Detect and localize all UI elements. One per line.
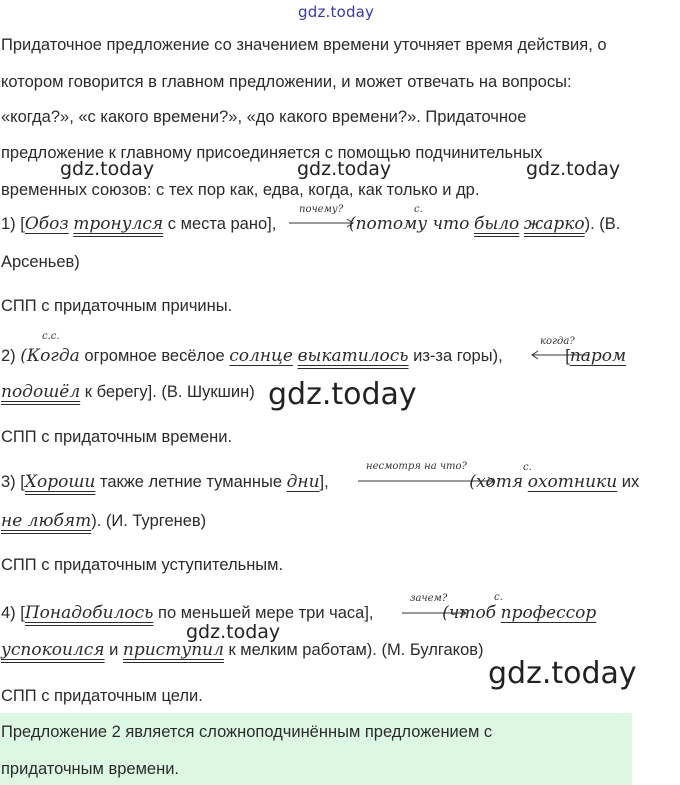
conjunction: хотя [475, 472, 524, 492]
watermark: gdz.today [488, 656, 637, 691]
watermark: gdz.today [298, 3, 375, 21]
subject: дни [286, 472, 320, 492]
watermark: gdz.today [186, 621, 281, 643]
sentence-1-label: СПП с придаточным причины. [1, 297, 233, 315]
predicate: не любят [1, 511, 92, 531]
sentence-3-label: СПП с придаточным уступительным. [1, 556, 284, 574]
predicate: Понадобилось [24, 603, 154, 623]
predicate: тронулся [73, 214, 164, 234]
predicate: жарко [523, 214, 585, 234]
intro-line: временных союзов: с тех пор как, едва, когда, как только и др. [1, 181, 480, 199]
conj-mark: с.с. [42, 331, 60, 342]
predicate: Хороши [24, 472, 96, 492]
intro-line: «когда?», «с какого времени?», «до какого времени?». Придаточное [1, 108, 527, 126]
predicate: было [474, 214, 520, 234]
subject: паром [569, 346, 627, 366]
watermark: gdz.today [60, 158, 155, 180]
arrow-question: почему? [299, 204, 344, 215]
sentence-4-label: СПП с придаточным цели. [1, 687, 203, 705]
subject: профессор [500, 603, 597, 623]
arrow-question: когда? [540, 336, 575, 347]
subject: охотники [527, 472, 618, 492]
subject: солнце [229, 346, 293, 366]
predicate: подошёл [1, 382, 81, 402]
predicate: успокоился [1, 640, 105, 660]
conjunction: Когда [26, 346, 80, 366]
sentence-1: 1) [Обоз тронулся с места рано], (потому что было жарко). (В. [1, 214, 621, 234]
conjunction: чтоб [448, 603, 497, 623]
watermark: gdz.today [268, 377, 417, 412]
conj-mark: с. [494, 592, 503, 603]
conj-mark: с. [414, 204, 423, 215]
sentence-2-line2: подошёл к берегу]. (В. Шукшин) [1, 382, 255, 402]
sentence-4-line2: успокоился и приступил к мелким работам). (М. Булгаков) [1, 640, 484, 660]
sentence-3: 3) [Хороши также летние туманные дни], (хотя охотники их [1, 472, 640, 492]
watermark: gdz.today [526, 158, 621, 180]
answer-line: Предложение 2 является сложноподчинённым предложением с [1, 723, 493, 741]
arrow-question: несмотря на что? [366, 461, 467, 472]
answer-box [0, 713, 632, 785]
predicate: приступил [122, 640, 224, 660]
sentence-2-label: СПП с придаточным времени. [1, 428, 233, 446]
intro-line: предложение к главному присоединяется с помощью подчинительных [1, 144, 543, 162]
sentence-2: 2) (Когда огромное весёлое солнце выкатилось из-за горы), [паром [1, 346, 627, 366]
watermark: gdz.today [297, 158, 392, 180]
conj-mark: с. [523, 462, 532, 473]
intro-line: Придаточное предложение со значением времени уточняет время действия, о [1, 36, 607, 54]
sentence-1-line2: Арсеньев) [1, 253, 80, 271]
arrow-question: зачем? [410, 593, 448, 604]
intro-line: котором говорится в главном предложении, и может отвечать на вопросы: [1, 73, 572, 91]
conjunction: потому что [355, 214, 470, 234]
sentence-3-line2: не любят). (И. Тургенев) [1, 511, 207, 531]
predicate: выкатилось [297, 346, 409, 366]
subject: Обоз [24, 214, 69, 234]
answer-line: придаточным времени. [1, 760, 180, 778]
sentence-4: 4) [Понадобилось по меньшей мере три часа], (чтоб профессор [1, 603, 597, 623]
